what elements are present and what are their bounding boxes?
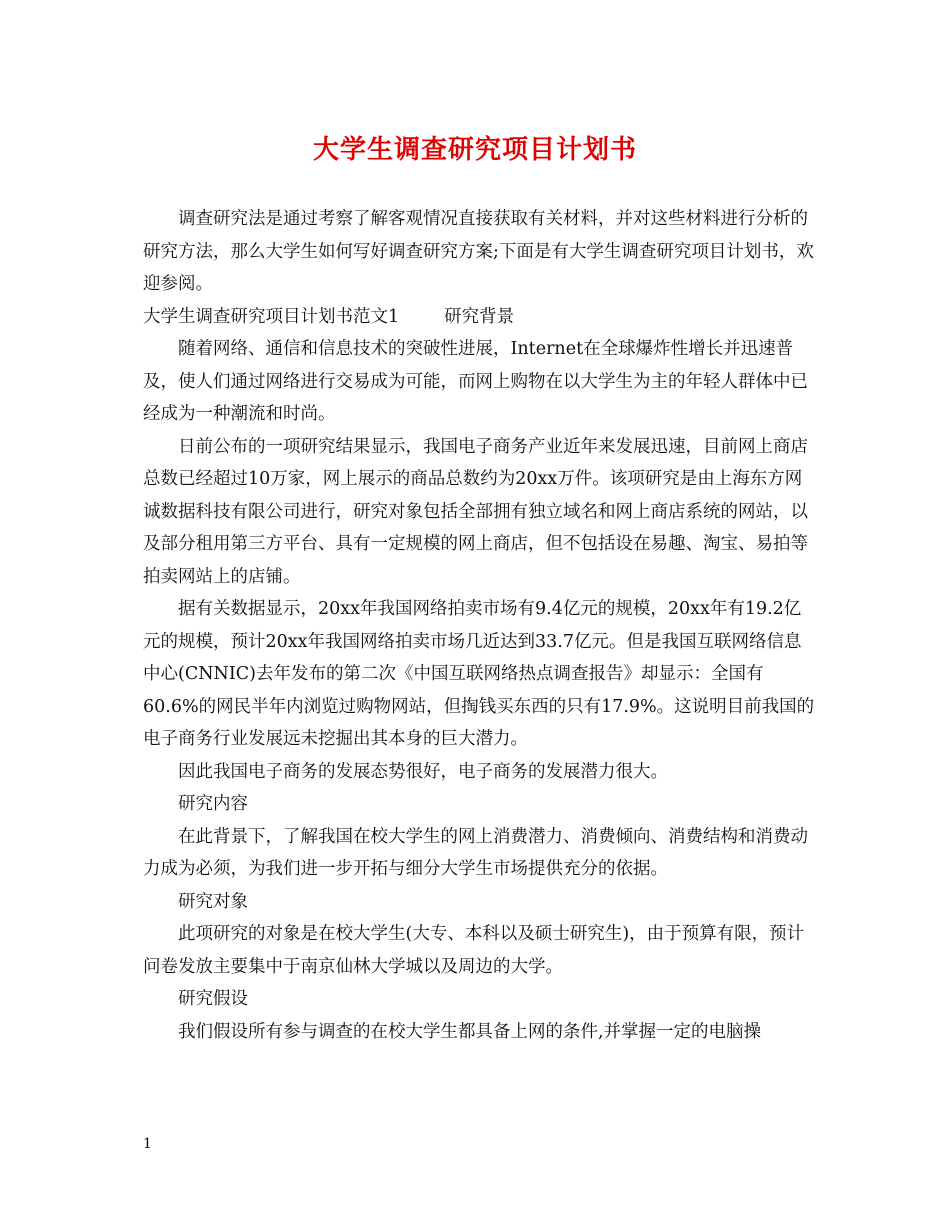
intro-paragraph: 调查研究法是通过考察了解客观情况直接获取有关材料，并对这些材料进行分析的研究方法，那么大学生如何写好调查研究方案;下面是有大学生调查研究项目计划书，欢迎参阅。 (143, 209, 814, 294)
object-paragraph: 此项研究的对象是在校大学生(大专、本科以及硕士研究生)，由于预算有限，预计问卷发放主要集中于南京仙林大学城以及周边的大学。 (143, 924, 805, 977)
section-heading-hypothesis: 研究假设 (178, 989, 248, 1009)
sample-heading: 大学生调查研究项目计划书范文1 (143, 306, 400, 327)
background-paragraph-2: 日前公布的一项研究结果显示，我国电子商务产业近年来发展迅速，目前网上商店总数已经超过10万家，网上展示的商品总数约为20xx万件。该项研究是由上海东方网诚数据科技有限公司进行，研究对象包括全部拥有独立域名和网上商店系统的网站，以及部分租用第三方平台、具有一定规模的网上商店，但不包括设在易趣、淘宝、易拍等拍卖网站上的店铺。 (143, 436, 808, 587)
section-heading-background: 研究背景 (444, 306, 515, 327)
sample-heading-line (143, 301, 815, 334)
background-paragraph-1: 随着网络、通信和信息技术的突破性进展，Internet在全球爆炸性增长并迅速普及，使人们通过网络进行交易成为可能，而网上购物在以大学生为主的年轻人群体中已经成为一种潮流和时尚。 (143, 339, 808, 424)
section-heading-content: 研究内容 (178, 794, 248, 814)
document-body (143, 203, 815, 1048)
section-heading-object: 研究对象 (178, 891, 248, 912)
content-paragraph: 在此背景下，了解我国在校大学生的网上消费潜力、消费倾向、消费结构和消费动力成为必须，为我们进一步开拓与细分大学生市场提供充分的依据。 (143, 826, 808, 879)
background-paragraph-3: 据有关数据显示，20xx年我国网络拍卖市场有9.4亿元的规模，20xx年有19.2亿元的规模，预计20xx年我国网络拍卖市场几近达到33.7亿元。但是我国互联网络信息中心(CNNIC)去年发布的第二次《中国互联网络热点调查报告》却显示：全国有60.6%的网民半年内浏览过购物网站，但掏钱买东西的只有17.9%。这说明目前我国的电子商务行业发展远未挖掘出其本身的巨大潜力。 (143, 599, 815, 749)
hypothesis-paragraph: 我们假设所有参与调查的在校大学生都具备上网的条件,并掌握一定的电脑操 (178, 1021, 762, 1042)
background-paragraph-4: 因此我国电子商务的发展态势很好，电子商务的发展潜力很大。 (178, 761, 668, 782)
page-number: 1 (143, 1136, 152, 1152)
document-title: 大学生调查研究项目计划书 (312, 135, 637, 165)
